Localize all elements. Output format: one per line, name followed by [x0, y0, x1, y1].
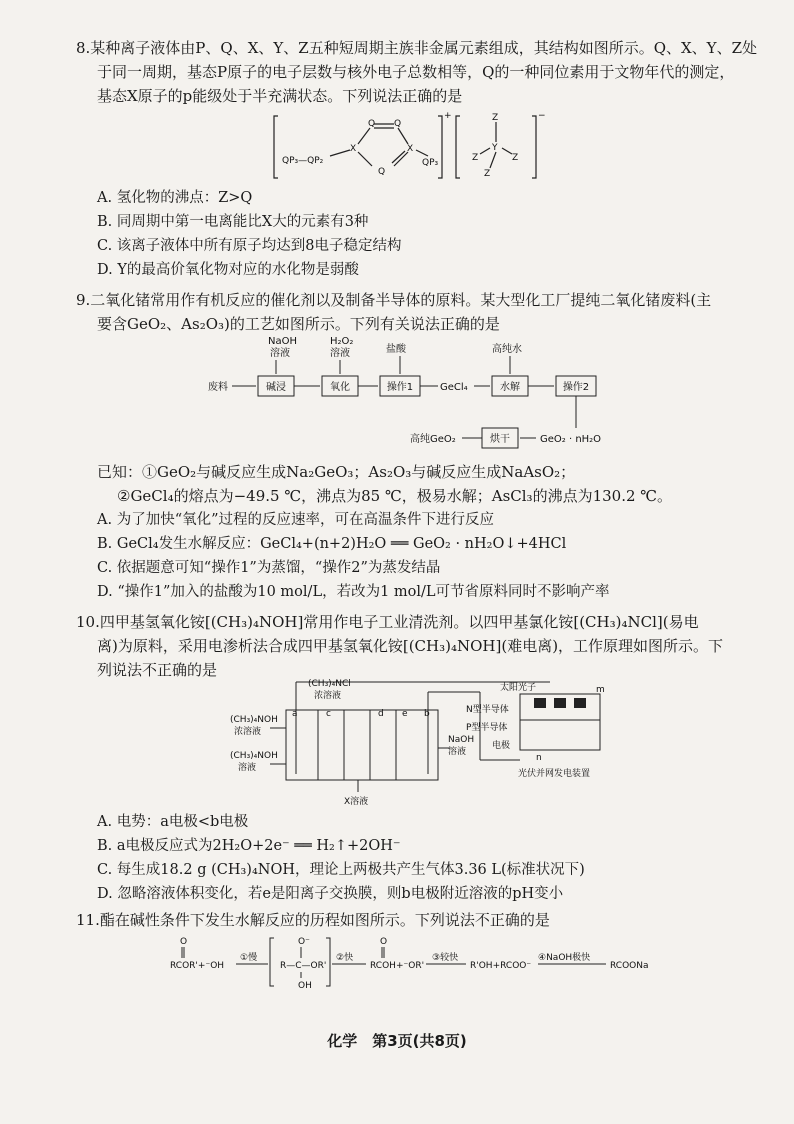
q8-atom-x2: X [407, 144, 414, 154]
q8-atom-x1: X [350, 144, 357, 154]
q11-stem: 11.酯在碱性条件下发生水解反应的历程如图所示。下列说法不正确的是 [76, 911, 550, 929]
q11-inter-ominus: O⁻ [298, 937, 310, 947]
q9-reagent-naoh: NaOH [268, 336, 297, 347]
q11-mechanism-scheme [170, 934, 649, 991]
q10-left-bot-2: 溶液 [238, 763, 257, 773]
q10-membrane-d: d [378, 709, 384, 719]
q10-sun-label: 太阳光子 [500, 683, 537, 693]
q11-product3: R'OH+RCOO⁻ [470, 961, 532, 971]
q9-feed-label: 废料 [208, 382, 228, 393]
q9-gecl4-label: GeCl₄ [440, 382, 468, 393]
q11-product2: RCOH+⁻OR' [370, 961, 425, 971]
q10-right-1: NaOH [448, 735, 475, 745]
q10-option-a: A. 电势：a电极<b电极 [97, 814, 249, 830]
q9-reagent-h2o2: H₂O₂ [330, 336, 354, 347]
q10-left-top-2: 浓溶液 [234, 727, 262, 737]
q8-atom-q1: Q [368, 119, 376, 129]
q9-reagent-h2o2-sol: 溶液 [330, 348, 350, 359]
q10-caption: 光伏并网发电装置 [518, 769, 591, 779]
q8-anion-charge: − [538, 111, 546, 121]
q9-process-flow [206, 334, 626, 454]
q10-left-bot-1: (CH₃)₄NOH [230, 751, 278, 761]
q8-stem-line2: 于同一周期，基态P原子的电子层数与核外电子总数相等，Q的一种同位素用于文物年代的测定， [97, 63, 735, 81]
q11-intermediate: R—C—OR' [280, 961, 327, 971]
q10-option-c: C. 每生成18.2 g (CH₃)₄NOH，理论上两极共产生气体3.36 L(标准状况下) [97, 862, 585, 878]
q10-top-label-2: 浓溶液 [314, 691, 342, 701]
q9-box-op1-label: 操作1 [386, 382, 414, 393]
q10-bottom: X溶液 [344, 797, 369, 807]
q8-atom-z3: Z [512, 153, 519, 163]
q11-product4: RCOONa [610, 961, 649, 971]
q8-atom-z1: Z [492, 113, 499, 123]
q9-reagent-hcl: 盐酸 [386, 344, 406, 355]
q11-step4: ④NaOH极快 [538, 953, 591, 963]
q9-hydrate-label: GeO₂ · nH₂O [540, 434, 602, 445]
q9-product-label: 高纯GeO₂ [410, 434, 456, 445]
q10-p-semiconductor: P型半导体 [466, 723, 508, 733]
q9-box-dry-label: 烘干 [490, 434, 510, 445]
q10-electrode-a: a [292, 709, 298, 719]
q9-option-b: B. GeCl₄发生水解反应：GeCl₄+(n+2)H₂O ══ GeO₂ · nH₂O↓+4HCl [97, 536, 567, 552]
q10-terminal-n: n [536, 753, 542, 763]
q10-membrane-e: e [402, 709, 408, 719]
q8-left-group: QP₃—QP₂ [282, 156, 324, 166]
q10-electrode-b: b [424, 709, 430, 719]
q8-atom-q3: Q [378, 167, 386, 177]
q9-stem-line1: 9.二氧化锗常用作有机反应的催化剂以及制备半导体的原料。某大型化工厂提纯二氧化锗废料(主 [76, 291, 712, 309]
q9-box-op2-label: 操作2 [562, 382, 590, 393]
q10-electrode-label: 电极 [492, 741, 511, 751]
q11-step3: ③较快 [432, 953, 459, 963]
q8-atom-z2: Z [472, 153, 479, 163]
q8-option-c: C. 该离子液体中所有原子均达到8电子稳定结构 [97, 238, 402, 254]
q11-ester: RCOR'+⁻OH [170, 961, 225, 971]
q11-ester-o: O [180, 937, 188, 947]
q10-membrane-c: c [326, 709, 331, 719]
q8-stem-line3: 基态X原子的p能级处于半充满状态。下列说法正确的是 [97, 87, 463, 105]
q8-option-a: A. 氢化物的沸点：Z>Q [97, 190, 253, 206]
q8-atom-y: Y [492, 143, 498, 153]
q10-terminal-m: m [596, 685, 605, 695]
q9-note-1: 已知：①GeO₂与碱反应生成Na₂GeO₃；As₂O₃与碱反应生成NaAsO₂； [97, 463, 576, 481]
q8-atom-q2: Q [394, 119, 402, 129]
q10-left-top-1: (CH₃)₄NOH [230, 715, 278, 725]
q10-right-2: 溶液 [448, 747, 467, 757]
q9-box-oxidize-label: 氧化 [330, 382, 350, 393]
q8-option-d: D. Y的最高价氧化物对应的水化物是弱酸 [97, 262, 359, 278]
q10-stem-line3: 列说法不正确的是 [97, 661, 218, 679]
q10-electrodialysis-cell [230, 676, 610, 812]
q9-option-c: C. 依据题意可知“操作1”为蒸馏，“操作2”为蒸发结晶 [97, 560, 441, 576]
q9-box-hydrolysis-label: 水解 [500, 382, 520, 393]
q10-stem-line2: 离)为原料，采用电渗析法合成四甲基氢氧化铵[(CH₃)₄NOH](难电离)，工作原理如图所示。下 [97, 637, 724, 655]
q9-reagent-water: 高纯水 [492, 344, 522, 355]
q11-inter-oh: OH [298, 981, 312, 991]
q9-stem-line2: 要含GeO₂、As₂O₃)的工艺如图所示。下列有关说法正确的是 [97, 315, 500, 333]
q8-option-b: B. 同周期中第一电离能比X大的元素有3种 [97, 214, 369, 230]
q8-atom-z4: Z [484, 169, 491, 179]
q11-step2: ②快 [336, 953, 354, 963]
q8-right-group: QP₃ [422, 158, 439, 168]
page-footer: 化学 第3页(共8页) [327, 1032, 467, 1050]
q10-option-d: D. 忽略溶液体积变化，若e是阳离子交换膜，则b电极附近溶液的pH变小 [97, 886, 564, 902]
q10-n-semiconductor: N型半导体 [466, 705, 509, 715]
q9-reagent-naoh-sol: 溶液 [270, 348, 290, 359]
q9-box-leach-label: 碱浸 [266, 382, 286, 393]
q10-top-label-1: (CH₃)₄NCl [308, 679, 351, 689]
q10-option-b: B. a电极反应式为2H₂O+2e⁻ ══ H₂↑+2OH⁻ [97, 838, 401, 854]
q8-cation-charge: + [444, 111, 452, 121]
q11-step1: ①慢 [240, 953, 258, 963]
q8-ionic-liquid-structure [270, 108, 546, 184]
q9-option-d: D. “操作1”加入的盐酸为10 mol/L，若改为1 mol/L可节省原料同时不影响产率 [97, 584, 610, 600]
q9-note-2: ②GeCl₄的熔点为−49.5 ℃，沸点为85 ℃，极易水解；AsCl₃的沸点为130.2 ℃。 [117, 487, 673, 505]
q10-stem-line1: 10.四甲基氢氧化铵[(CH₃)₄NOH]常用作电子工业清洗剂。以四甲基氯化铵[(CH₃)₄NCl](易电 [76, 613, 699, 631]
q9-option-a: A. 为了加快“氧化”过程的反应速率，可在高温条件下进行反应 [97, 512, 495, 528]
q11-p2-o: O [380, 937, 388, 947]
q8-stem-line1: 8.某种离子液体由P、Q、X、Y、Z五种短周期主族非金属元素组成，其结构如图所示。Q、X、Y、Z处 [76, 39, 758, 57]
